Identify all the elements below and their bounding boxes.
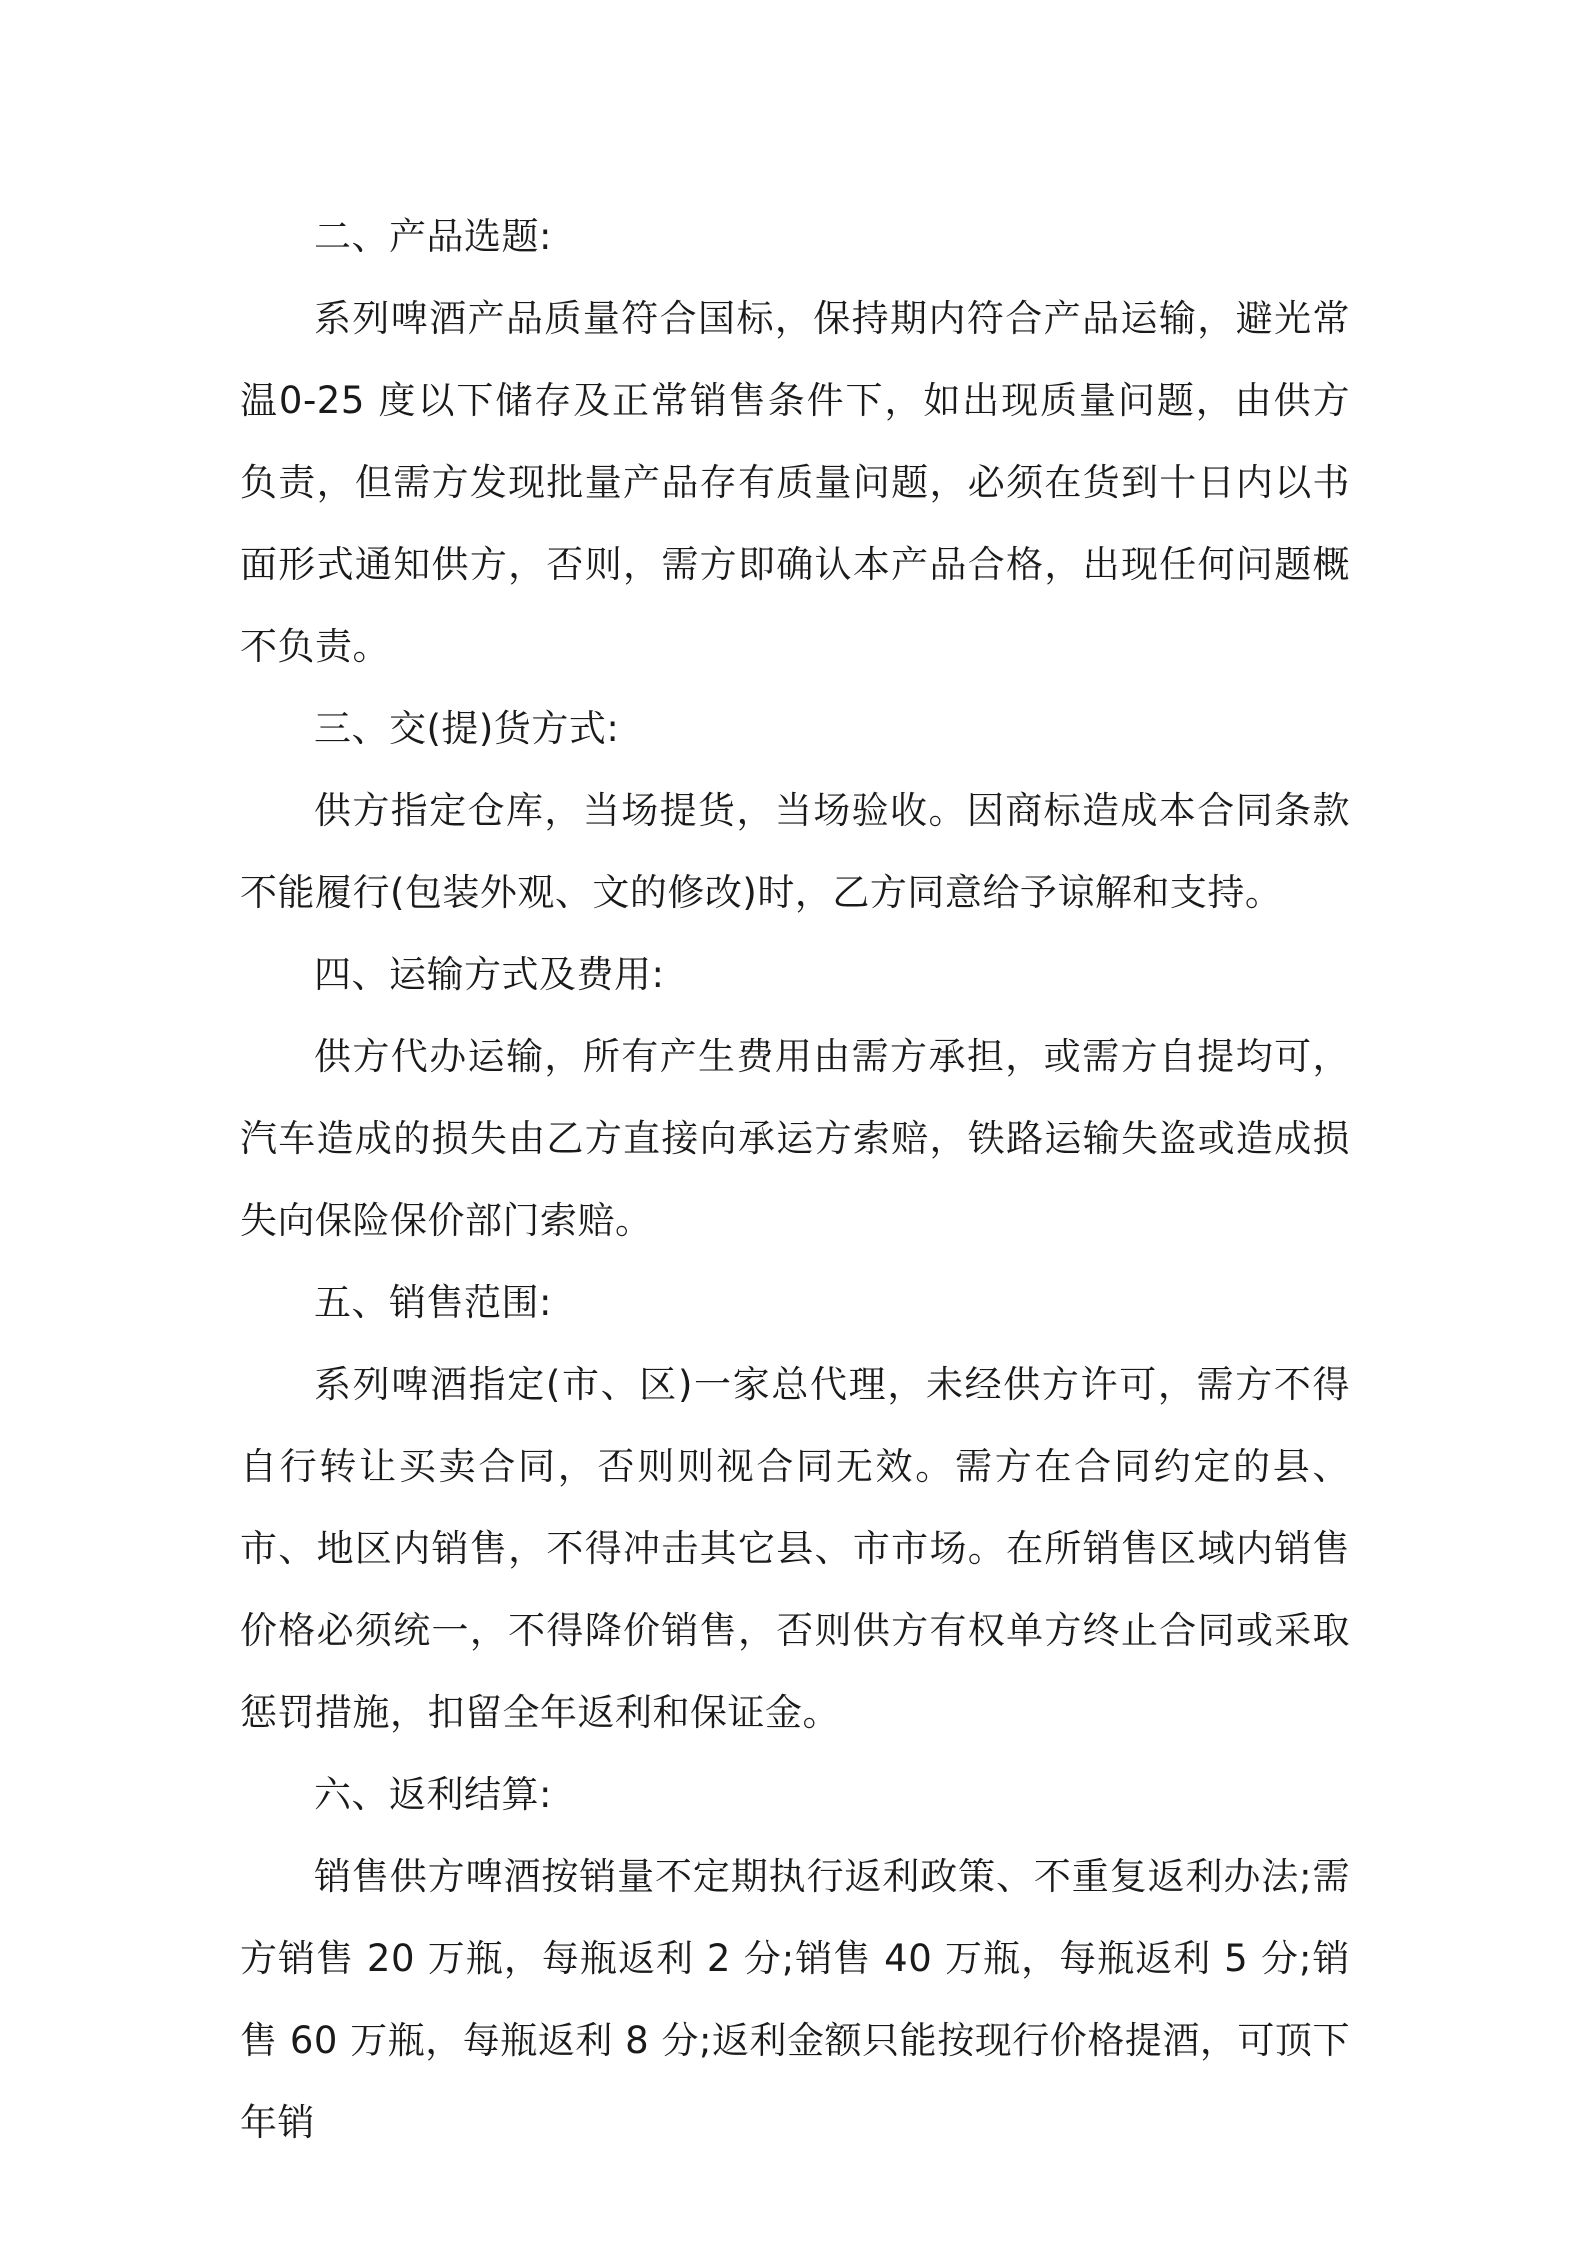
section-heading-product: 二、产品选题: xyxy=(314,215,552,258)
section-heading-sales-scope: 五、销售范围: xyxy=(314,1281,552,1324)
section-body-transport: 供方代办运输，所有产生费用由需方承担，或需方自提均可，汽车造成的损失由乙方直接向承运方索赔，铁路运输失盗或造成损失向保险保价部门索赔。 xyxy=(240,1035,1350,1242)
section-heading-transport: 四、运输方式及费用: xyxy=(314,953,665,996)
section-body-sales-scope: 系列啤酒指定(市、区)一家总代理，未经供方许可，需方不得自行转让买卖合同，否则则视合同无效。需方在合同约定的县、市、地区内销售，不得冲击其它县、市市场。在所销售区域内销售价格必须统一，不得降价销售，否则供方有权单方终止合同或采取惩罚措施，扣留全年返利和保证金。 xyxy=(240,1363,1350,1734)
section-heading-rebate: 六、返利结算: xyxy=(314,1773,552,1816)
section-heading-delivery: 三、交(提)货方式: xyxy=(314,707,620,750)
document-body xyxy=(240,196,1350,2164)
section-body-delivery: 供方指定仓库，当场提货，当场验收。因商标造成本合同条款不能履行(包装外观、文的修改)时，乙方同意给予谅解和支持。 xyxy=(240,789,1350,914)
section-body-product: 系列啤酒产品质量符合国标，保持期内符合产品运输，避光常温0-25 度以下储存及正常销售条件下，如出现质量问题，由供方负责，但需方发现批量产品存有质量问题，必须在货到十日内以书面形式通知供方，否则，需方即确认本产品合格，出现任何问题概不负责。 xyxy=(240,297,1350,668)
section-body-rebate: 销售供方啤酒按销量不定期执行返利政策、不重复返利办法;需方销售 20 万瓶，每瓶返利 2 分;销售 40 万瓶，每瓶返利 5 分;销售 60 万瓶，每瓶返利 8 分;返利金额只能按现行价格提酒，可顶下年销 xyxy=(240,1855,1350,2144)
